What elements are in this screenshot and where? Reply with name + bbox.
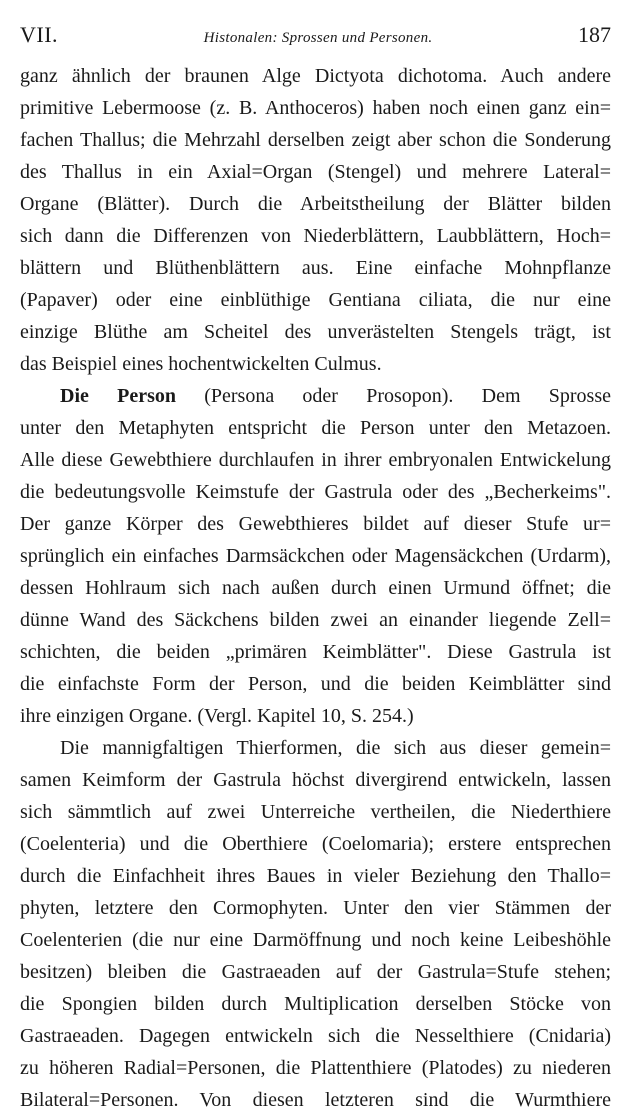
text-line: Coelenterien (die nur eine Darmöffnung und noch keine Leibeshöhle xyxy=(20,929,611,951)
text-line: unter den Metaphyten entspricht die Person unter den Metazoen. xyxy=(20,417,611,439)
text-line: fachen Thallus; die Mehrzahl derselben zeigt aber schon die Sonderung xyxy=(20,129,611,151)
text-line: ihre einzigen Organe. (Vergl. Kapitel 10, S. 254.) xyxy=(20,705,414,727)
text-line: das Beispiel eines hochentwickelten Culmus. xyxy=(20,353,382,375)
text-line: des Thallus in ein Axial=Organ (Stengel) und mehrere Lateral= xyxy=(20,161,611,183)
running-head xyxy=(20,22,611,52)
chapter-number: VII. xyxy=(20,22,59,47)
text-line: die bedeutungsvolle Keimstufe der Gastrula oder des „Becherkeims". xyxy=(20,481,611,503)
text-line: (Coelenteria) und die Oberthiere (Coelomaria); erstere entsprechen xyxy=(20,833,611,855)
text-line: primitive Lebermoose (z. B. Anthoceros) haben noch einen ganz ein= xyxy=(20,97,611,119)
text-line: (Papaver) oder eine einblüthige Gentiana ciliata, die nur eine xyxy=(20,289,611,311)
text-line: dünne Wand des Säckchens bilden zwei an einander liegende Zell= xyxy=(20,609,611,631)
section-heading: Die Person xyxy=(60,385,176,407)
text-line: sich dann die Differenzen von Niederblättern, Laubblättern, Hoch= xyxy=(20,225,611,247)
text-line: blättern und Blüthenblättern aus. Eine einfache Mohnpflanze xyxy=(20,257,611,279)
page-number: 187 xyxy=(578,22,611,47)
section-heading-line xyxy=(20,380,611,412)
text-line: Der ganze Körper des Gewebthieres bildet auf dieser Stufe ur= xyxy=(20,513,611,535)
text-line: Gastraeaden. Dagegen entwickeln sich die Nesselthiere (Cnidaria) xyxy=(20,1025,611,1047)
body-text xyxy=(20,60,611,1116)
running-title: Histonalen: Sprossen und Personen. xyxy=(203,30,433,46)
text-line: samen Keimform der Gastrula höchst divergirend entwickeln, lassen xyxy=(20,769,611,791)
text-line: phyten, letztere den Cormophyten. Unter den vier Stämmen der xyxy=(20,897,611,919)
text-line: Organe (Blätter). Durch die Arbeitstheilung der Blätter bilden xyxy=(20,193,611,215)
text-line: einzige Blüthe am Scheitel des unverästelten Stengels trägt, ist xyxy=(20,321,611,343)
text-line: zu höheren Radial=Personen, die Plattenthiere (Platodes) zu niederen xyxy=(20,1057,611,1079)
text-line: schichten, die beiden „primären Keimblätter". Diese Gastrula ist xyxy=(20,641,611,663)
text-line: Bilateral=Personen. Von diesen letzteren sind die Wurmthiere xyxy=(20,1089,611,1111)
text-line: Die mannigfaltigen Thierformen, die sich aus dieser gemein= xyxy=(60,737,611,759)
text-line: dessen Hohlraum sich nach außen durch einen Urmund öffnet; die xyxy=(20,577,611,599)
text-line: sich sämmtlich auf zwei Unterreiche vertheilen, die Niederthiere xyxy=(20,801,611,823)
text-line: ganz ähnlich der braunen Alge Dictyota dichotoma. Auch andere xyxy=(20,65,611,87)
text-line: die einfachste Form der Person, und die beiden Keimblätter sind xyxy=(20,673,611,695)
text-line: besitzen) bleiben die Gastraeaden auf der Gastrula=Stufe stehen; xyxy=(20,961,611,983)
text-line: durch die Einfachheit ihres Baues in vieler Beziehung den Thallo= xyxy=(20,865,611,887)
text-line: (Persona oder Prosopon). Dem Sprosse xyxy=(204,385,611,407)
text-line: sprünglich ein einfaches Darmsäckchen oder Magensäckchen (Urdarm), xyxy=(20,545,611,567)
text-line: Alle diese Gewebthiere durchlaufen in ihrer embryonalen Entwickelung xyxy=(20,449,611,471)
text-line: die Spongien bilden durch Multiplication derselben Stöcke von xyxy=(20,993,611,1015)
